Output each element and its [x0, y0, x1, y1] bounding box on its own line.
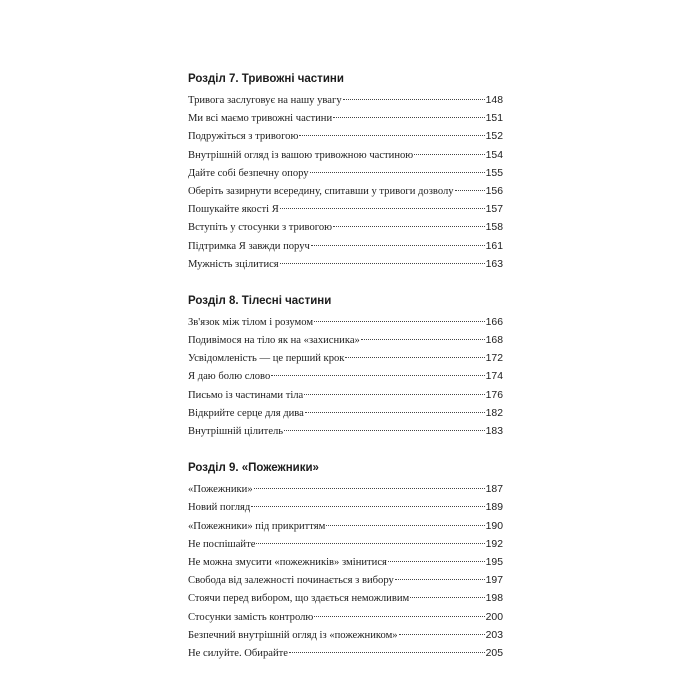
- toc-entry: [188, 201, 503, 219]
- toc-entry: [188, 387, 503, 405]
- entry-title: Вступіть у стосунки з тривогою: [188, 222, 333, 234]
- entry-page-number: 148: [485, 95, 503, 106]
- entry-page-number: 182: [485, 407, 503, 419]
- dot-leader: [314, 616, 484, 617]
- chapter-8-section: [188, 292, 503, 441]
- entry-page-number: 155: [485, 167, 503, 179]
- dot-leader: [289, 652, 485, 653]
- toc-entry: [188, 314, 503, 332]
- chapter-7-section: [188, 70, 503, 274]
- entry-title: Пошукайте якості Я: [188, 204, 279, 216]
- table-of-contents: [188, 70, 503, 663]
- entry-page-number: 187: [485, 484, 503, 496]
- toc-entry: [188, 627, 503, 645]
- entry-title: Відкрийте серце для дива: [188, 407, 304, 419]
- dot-leader: [304, 394, 484, 395]
- entry-page-number: 156: [485, 185, 503, 197]
- dot-leader: [280, 208, 485, 209]
- entry-page-number: 157: [485, 204, 503, 216]
- entry-title: Усвідомленість — це перший крок: [188, 353, 345, 365]
- dot-leader: [414, 154, 484, 155]
- dot-leader: [361, 339, 485, 340]
- entry-title: Безпечний внутрішній огляд із «пожежником»: [188, 629, 398, 641]
- toc-entry: [188, 645, 503, 663]
- dot-leader: [333, 117, 485, 118]
- entry-page-number: 189: [485, 502, 503, 514]
- dot-leader: [280, 263, 485, 264]
- chapter-heading: Розділ 8. Тілесні частини: [188, 294, 332, 307]
- entry-title: Новий погляд: [188, 502, 251, 514]
- entry-title: Дайте собі безпечну опору: [188, 167, 309, 179]
- dot-leader: [345, 357, 484, 358]
- toc-entry: [188, 147, 503, 165]
- entry-title: Тривога заслуговує на нашу увагу: [188, 95, 342, 106]
- entry-page-number: 197: [485, 575, 503, 587]
- dot-leader: [333, 226, 485, 227]
- toc-entry: [188, 609, 503, 627]
- toc-entry: [188, 423, 503, 441]
- toc-entry: [188, 405, 503, 423]
- dot-leader: [299, 135, 484, 136]
- dot-leader: [284, 430, 485, 431]
- entry-title: Не силуйте. Обирайте: [188, 647, 288, 659]
- entry-page-number: 176: [485, 389, 503, 401]
- dot-leader: [326, 525, 484, 526]
- toc-entry: [188, 368, 503, 386]
- entry-title: Не поспішайте: [188, 538, 256, 550]
- entry-page-number: 190: [485, 520, 503, 532]
- chapter-heading: Розділ 7. Тривожні частини: [188, 73, 344, 85]
- entry-title: Письмо із частинами тіла: [188, 389, 304, 401]
- toc-entry: [188, 554, 503, 572]
- entry-title: Свобода від залежності починається з вибору: [188, 575, 394, 587]
- dot-leader: [399, 634, 485, 635]
- toc-entry: [188, 219, 503, 237]
- dot-leader: [388, 561, 485, 562]
- entry-title: Стосунки замість контролю: [188, 611, 314, 623]
- toc-entry: [188, 499, 503, 517]
- toc-entry: [188, 128, 503, 146]
- entry-page-number: 152: [485, 131, 503, 143]
- entry-page-number: 195: [485, 556, 503, 568]
- entry-title: Я даю болю слово: [188, 371, 271, 383]
- entry-title: Внутрішній огляд із вашою тривожною частиною: [188, 149, 414, 161]
- entry-page-number: 172: [485, 353, 503, 365]
- entry-page-number: 163: [485, 258, 503, 270]
- entry-page-number: 183: [485, 426, 503, 437]
- entry-title: Зв'язок між тілом і розумом: [188, 316, 314, 328]
- toc-entry: [188, 110, 503, 128]
- dot-leader: [305, 412, 485, 413]
- entry-title: Подружіться з тривогою: [188, 131, 299, 143]
- entry-page-number: 205: [485, 647, 503, 659]
- toc-entry: [188, 92, 503, 110]
- entry-title: Не можна змусити «пожежників» змінитися: [188, 556, 387, 568]
- dot-leader: [254, 488, 485, 489]
- dot-leader: [256, 543, 484, 544]
- entry-title: Підтримка Я завжди поруч: [188, 240, 310, 252]
- toc-entry: [188, 238, 503, 256]
- entry-page-number: 203: [485, 629, 503, 641]
- entry-page-number: 161: [485, 240, 503, 252]
- entry-title: «Пожежники»: [188, 484, 253, 496]
- dot-leader: [251, 506, 484, 507]
- toc-entry: [188, 183, 503, 201]
- dot-leader: [314, 321, 485, 322]
- toc-entry: [188, 481, 503, 499]
- dot-leader: [410, 597, 484, 598]
- dot-leader: [271, 375, 484, 376]
- toc-entry: [188, 518, 503, 536]
- entry-page-number: 158: [485, 222, 503, 234]
- entry-page-number: 200: [485, 611, 503, 623]
- toc-entry: [188, 350, 503, 368]
- entry-title: Ми всі маємо тривожні частини: [188, 113, 333, 125]
- toc-entry: [188, 256, 503, 274]
- dot-leader: [311, 245, 485, 246]
- entry-title: Оберіть зазирнути всередину, спитавши у тривоги дозволу: [188, 185, 454, 197]
- entry-page-number: 174: [485, 371, 503, 383]
- entry-page-number: 151: [485, 113, 503, 125]
- entry-title: «Пожежники» під прикриттям: [188, 520, 326, 532]
- entry-page-number: 166: [485, 316, 503, 328]
- entry-title: Стоячи перед вибором, що здається неможливим: [188, 593, 410, 605]
- toc-entry: [188, 590, 503, 608]
- entry-title: Подивімося на тіло як на «захисника»: [188, 335, 360, 347]
- entry-page-number: 168: [485, 335, 503, 347]
- entry-title: Внутрішній цілитель: [188, 426, 284, 437]
- dot-leader: [395, 579, 485, 580]
- entry-page-number: 154: [485, 149, 503, 161]
- dot-leader: [455, 190, 485, 191]
- chapter-heading: Розділ 9. «Пожежники»: [188, 462, 319, 475]
- toc-entry: [188, 332, 503, 350]
- chapter-9-section: [188, 459, 503, 663]
- toc-entry: [188, 572, 503, 590]
- entry-title: Мужність зцілитися: [188, 258, 279, 270]
- toc-entry: [188, 536, 503, 554]
- entry-page-number: 192: [485, 538, 503, 550]
- toc-entry: [188, 165, 503, 183]
- dot-leader: [343, 99, 485, 100]
- entry-page-number: 198: [485, 593, 503, 605]
- dot-leader: [310, 172, 485, 173]
